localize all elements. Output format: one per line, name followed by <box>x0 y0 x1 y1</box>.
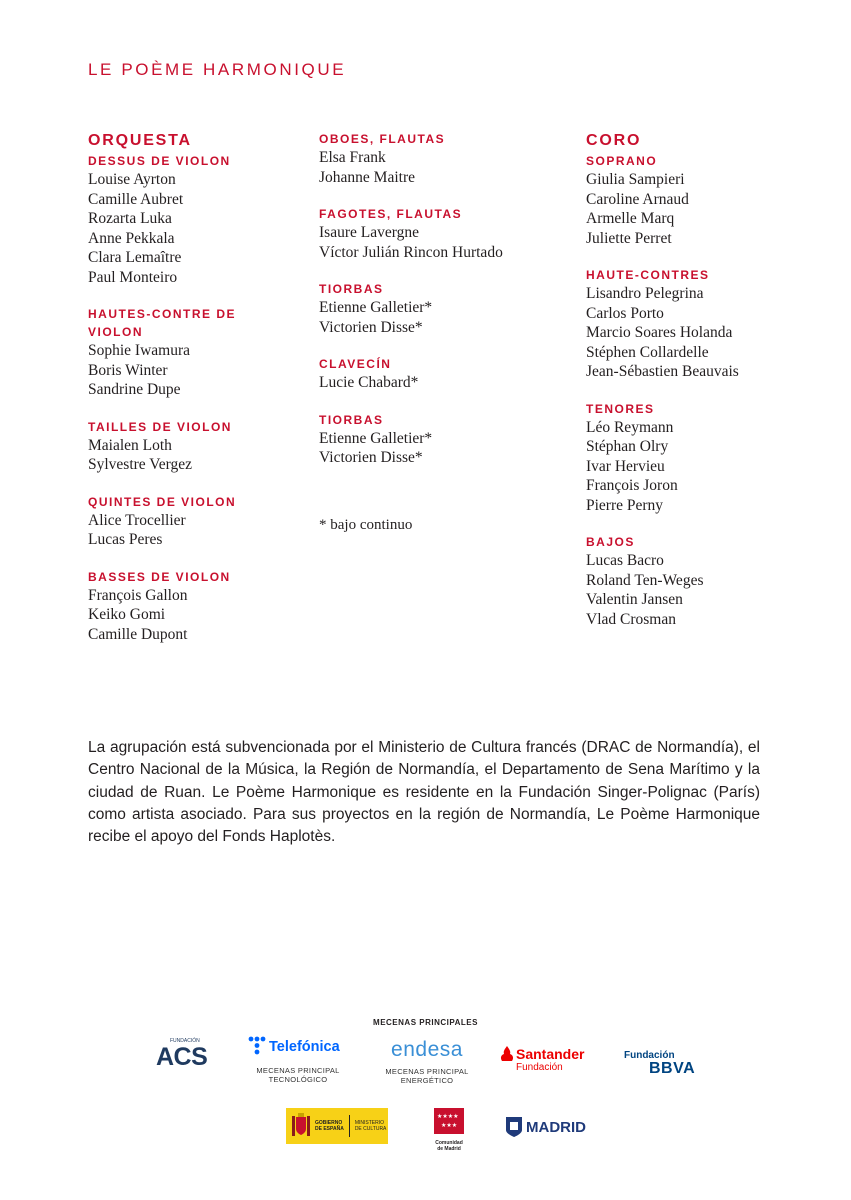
musician-name: Maialen Loth <box>88 436 172 454</box>
instrument-groups <box>319 130 569 468</box>
bbva-name: BBVA <box>649 1060 696 1077</box>
endesa-name: endesa <box>391 1038 463 1061</box>
musician-name: Jean-Sébastien Beauvais <box>586 363 739 380</box>
telefonica-caption-1: MECENAS PRINCIPAL <box>256 1066 340 1075</box>
funding-paragraph: La agrupación está subvencionada por el Ministerio de Cultura francés (DRAC de Normandía), el Centro Nacional de la Música, la Región de Normandía, el Departamento de Sena Marítimo y la ciudad de Ruan. Le Poème Harmonique es residente en la Fundación Singer-Polignac (París) como artista asociado. Para sus proyectos en la región de Normandía, Le Poème Harmonique recibe el apoyo del Fonds Haplotès. <box>88 739 760 846</box>
musician-name: François Gallon <box>88 586 188 604</box>
musician-name: Camille Dupont <box>88 625 188 643</box>
section-title: CLAVECÍN <box>319 357 392 371</box>
musician-name: Léo Reymann <box>586 418 674 436</box>
orquesta-heading: ORQUESTA <box>88 132 192 149</box>
section-title: TENORES <box>586 401 655 416</box>
section-group <box>319 280 569 337</box>
svg-text:★★★★: ★★★★ <box>437 1113 459 1120</box>
section-group <box>319 355 569 393</box>
musician-name: Roland Ten-Weges <box>586 571 704 589</box>
section-title: HAUTE-CONTRES <box>586 268 710 282</box>
section-group <box>586 533 816 629</box>
ministerio-line-1: MINISTERIO <box>354 1120 384 1126</box>
musician-name: Lucas Bacro <box>586 552 664 569</box>
telefonica-logo <box>248 1036 348 1084</box>
musician-name: Caroline Arnaud <box>586 190 689 208</box>
musician-name: Rozarta Luka <box>88 210 172 227</box>
section-group <box>88 418 308 475</box>
musician-name: Juliette Perret <box>586 229 672 247</box>
musician-name: Armelle Marq <box>586 210 675 227</box>
comunidad-madrid-logo <box>434 1108 464 1152</box>
section-group <box>319 411 569 468</box>
musician-name: Etienne Galletier* <box>319 429 433 447</box>
endesa-logo <box>378 1038 476 1085</box>
gobierno-line-1: GOBIERNO <box>315 1120 343 1126</box>
madrid-logo <box>505 1116 586 1138</box>
section-group <box>88 568 308 645</box>
section-title: FAGOTES, FLAUTAS <box>319 207 463 221</box>
section-title: TIORBAS <box>319 412 384 427</box>
santander-name: Santander <box>516 1046 585 1062</box>
ministerio-line-2: DE CULTURA <box>354 1126 387 1132</box>
gobierno-line-2: DE ESPAÑA <box>315 1126 344 1132</box>
endesa-caption-2: ENERGÉTICO <box>400 1076 454 1085</box>
orquesta-column <box>88 130 308 662</box>
section-group <box>88 152 308 287</box>
coat-of-arms-icon <box>290 1113 312 1139</box>
musician-name: Paul Monteiro <box>88 268 178 286</box>
coro-heading: CORO <box>586 132 642 149</box>
comunidad-line-2: de Madrid <box>437 1146 461 1152</box>
section-group <box>319 205 569 262</box>
musician-name: Boris Winter <box>88 361 168 379</box>
musician-name: Sophie Iwamura <box>88 342 191 359</box>
musician-name: Johanne Maitre <box>319 168 415 186</box>
sponsors-heading: MECENAS PRINCIPALES <box>373 1018 478 1027</box>
section-group <box>586 400 816 516</box>
santander-fundacion-logo <box>500 1046 600 1073</box>
section-title: BASSES DE VIOLON <box>88 569 231 584</box>
coro-column <box>586 130 816 647</box>
musician-name: Elsa Frank <box>319 149 386 166</box>
section-group <box>88 493 308 550</box>
fundacion-acs-logo <box>156 1038 218 1070</box>
musician-name: Alice Trocellier <box>88 511 186 529</box>
acs-name: ACS <box>156 1043 208 1071</box>
section-group <box>586 152 816 248</box>
svg-text:★★★: ★★★ <box>441 1122 458 1129</box>
comunidad-line-1: Comunidad <box>435 1140 463 1146</box>
section-title: HAUTES-CONTRE DE VIOLON <box>88 307 237 339</box>
section-title: SOPRANO <box>586 154 658 168</box>
musician-name: Víctor Julián Rincon Hurtado <box>319 243 503 261</box>
musician-name: Lisandro Pelegrina <box>586 285 704 302</box>
musician-name: Sandrine Dupe <box>88 381 181 398</box>
bbva-small-label: Fundación <box>624 1050 675 1061</box>
musician-name: Marcio Soares Holanda <box>586 324 733 341</box>
madrid-name: MADRID <box>526 1118 586 1136</box>
musician-name: Sylvestre Vergez <box>88 456 193 473</box>
musician-name: Lucie Chabard* <box>319 374 419 391</box>
telefonica-name: Telefónica <box>269 1039 340 1055</box>
musician-name: Victorien Disse* <box>319 318 423 336</box>
madrid-shield-icon <box>505 1116 523 1138</box>
santander-flame-icon <box>500 1046 514 1062</box>
musician-name: Stéphen Collardelle <box>586 343 709 361</box>
musician-name: Pierre Perny <box>586 496 664 514</box>
musician-name: Isaure Lavergne <box>319 224 419 241</box>
musician-name: Etienne Galletier* <box>319 299 433 316</box>
endesa-caption-1: MECENAS PRINCIPAL <box>385 1067 469 1076</box>
instruments-column <box>319 130 569 535</box>
section-group <box>586 266 816 382</box>
section-title: TAILLES DE VIOLON <box>88 419 232 434</box>
footnote: * bajo continuo <box>319 516 413 533</box>
fundacion-bbva-logo <box>624 1050 704 1077</box>
section-group <box>88 305 308 400</box>
musician-name: Louise Ayrton <box>88 171 176 188</box>
telefonica-dots-icon <box>248 1036 268 1058</box>
acs-small-label: FUNDACIÓN <box>170 1038 200 1044</box>
musician-name: Camille Aubret <box>88 190 184 208</box>
comunidad-stars-icon <box>434 1108 464 1134</box>
orquesta-groups <box>88 152 308 644</box>
musician-name: François Joron <box>586 477 678 494</box>
section-title: BAJOS <box>586 535 635 549</box>
musician-name: Valentin Jansen <box>586 591 683 608</box>
musician-name: Anne Pekkala <box>88 229 175 247</box>
page-title: LE POÈME HARMONIQUE <box>88 60 347 79</box>
musician-name: Vlad Crosman <box>586 610 676 628</box>
musician-name: Lucas Peres <box>88 531 163 548</box>
musician-name: Clara Lemaître <box>88 249 182 266</box>
telefonica-caption-2: TECNOLÓGICO <box>268 1075 328 1084</box>
musician-name: Stéphan Olry <box>586 438 669 455</box>
musician-name: Victorien Disse* <box>319 449 423 466</box>
section-title: TIORBAS <box>319 282 384 296</box>
section-group <box>319 130 569 187</box>
gobierno-espana-logo <box>286 1108 388 1144</box>
musician-name: Keiko Gomi <box>88 606 166 623</box>
musician-name: Carlos Porto <box>586 304 664 322</box>
section-title: OBOES, FLAUTAS <box>319 132 446 146</box>
section-title: DESSUS DE VIOLON <box>88 154 231 168</box>
santander-sub: Fundación <box>516 1062 563 1073</box>
section-title: QUINTES DE VIOLON <box>88 494 237 509</box>
coro-groups <box>586 152 816 629</box>
musician-name: Ivar Hervieu <box>586 457 665 475</box>
musician-name: Giulia Sampieri <box>586 171 685 188</box>
